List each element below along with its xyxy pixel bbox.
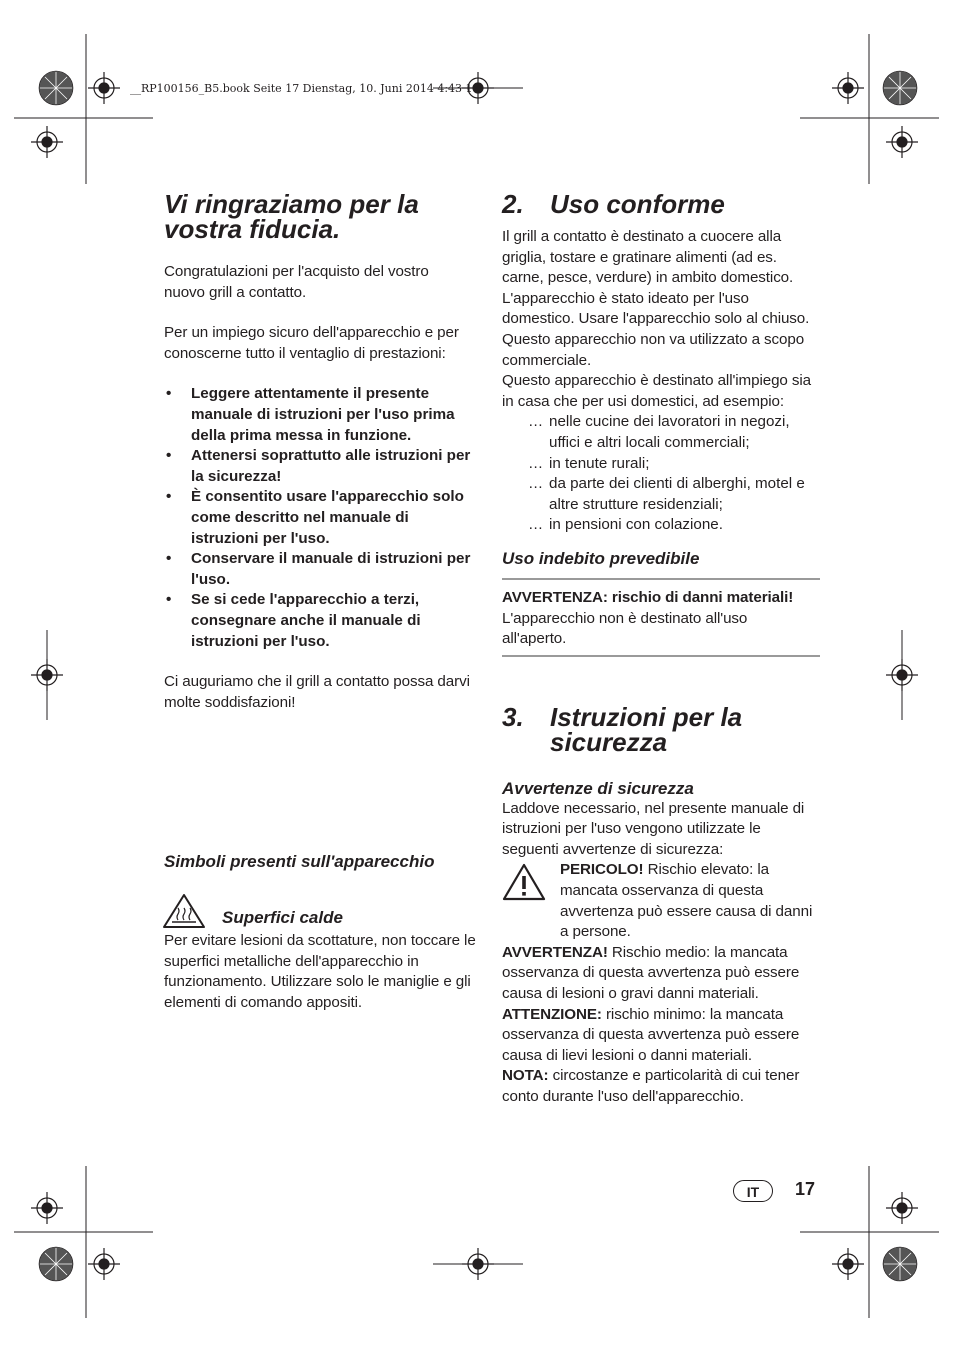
danger-note [502,860,822,942]
symbols-heading: Simboli presenti sull'apparecchio [164,852,435,871]
page-title [164,189,482,244]
list-item: • Attenersi soprattutto alle istruzioni per la sicurezza! [166,447,471,485]
warn-note [502,943,820,1005]
caution-note [502,1005,820,1067]
section-2-title [502,189,822,219]
list-item: • Leggere attentamente il presente manuale di istruzioni per l'uso prima della prima messa in funzione. [166,385,455,444]
nota-note [502,1066,822,1107]
divider [502,578,820,580]
warning-label: AVVERTENZA: rischio di danni materiali! [502,588,794,606]
warn-text: Rischio medio: la mancata osservanza di questa avvertenza può essere causa di lesioni o gravi danni materiali. [502,943,800,1003]
closing-paragraph: Ci auguriamo che il grill a contatto possa darvi molte soddisfazioni! [164,673,470,711]
caution-text: rischio minimo: la mancata osservanza di questa avvertenza può essere causa di lievi lesioni o danni materiali. [502,1005,800,1064]
title-line-2: vostra fiducia. [164,214,341,244]
list-item: … da parte dei clienti di alberghi, motel e altre strutture residenziali; [528,475,805,513]
hot-surface-heading: Superfici calde [222,908,343,927]
page-number: 17 [795,1179,816,1199]
danger-label: PERICOLO! [560,861,644,879]
nota-text: circostanze e particolarità di cui tener conto durante l'uso dell'apparecchio. [502,1067,800,1105]
danger-text: Rischio elevato: la mancata osservanza di questa avvertenza può essere causa di danni a persone. [560,861,813,941]
section-number: 2. [502,189,524,219]
safety-heading: Avvertenze di sicurezza [502,778,694,798]
section-3-title [502,701,822,757]
language-badge: IT [733,1180,773,1202]
section-title-text: Istruzioni per la [550,701,743,732]
left-column [164,189,482,713]
intro-paragraph-2: Per un impiego sicuro dell'apparecchio e per conoscerne tutto il ventaglio di prestazioni: [164,324,459,362]
warning-text: L'apparecchio non è destinato all'uso all'aperto. [502,609,748,648]
warning-triangle-icon [502,862,546,902]
section-2-paragraph-2: Questo apparecchio è destinato all'impiego sia in casa che per usi domestici, ad esempio: [502,372,811,410]
misuse-heading: Uso indebito prevedibile [502,548,700,568]
caution-label: ATTENZIONE: [502,1005,602,1023]
print-header: __RP100156_B5.book Seite 17 Dienstag, 10. Juni 2014 4:43 16 [130,82,480,95]
list-item: • Conservare il manuale di istruzioni per l'uso. [166,550,471,588]
list-item: … nelle cucine dei lavoratori in negozi, uffici e altri locali commerciali; [528,413,790,451]
divider [502,655,820,657]
list-item: • Se si cede l'apparecchio a terzi, consegnare anche il manuale di istruzioni per l'uso. [166,591,421,650]
section-title-text: sicurezza [550,726,668,757]
list-item: • È consentito usare l'apparecchio solo come descritto nel manuale di istruzioni per l'uso. [166,488,464,547]
hot-surface-text: Per evitare lesioni da scottature, non toccare le superfici metalliche dell'apparecchio in funzionamento. Utilizzare solo le maniglie e gli elementi di comando appositi. [164,932,476,1011]
section-2-paragraph-1: Il grill a contatto è destinato a cuocere alla griglia, tostare e gratinare alimenti (ad es. carne, pesce, verdure) in ambito domestico. L'apparecchio è stato ideato per l'uso domestico. Usare l'apparecchio solo al chiuso. Questo apparecchio non va utilizzato a scopo commerciale. [502,228,810,369]
safety-intro: Laddove necessario, nel presente manuale di istruzioni per l'uso vengono utilizzate le seguenti avvertenze di sicurezza: [502,799,805,858]
hot-surface-icon [162,893,206,929]
section-title-text: Uso conforme [550,189,725,219]
bullet-list [164,384,480,652]
usage-list [502,412,820,536]
section-number: 3. [502,701,524,732]
nota-label: NOTA: [502,1067,549,1085]
warn-label: AVVERTENZA! [502,943,608,961]
intro-paragraph-1: Congratulazioni per l'acquisto del vostro nuovo grill a contatto. [164,263,429,301]
list-item: … in tenute rurali; [528,454,650,472]
list-item: … in pensioni con colazione. [528,516,723,534]
right-column [502,189,822,1108]
title-line-1: Vi ringraziamo per la [164,189,419,219]
